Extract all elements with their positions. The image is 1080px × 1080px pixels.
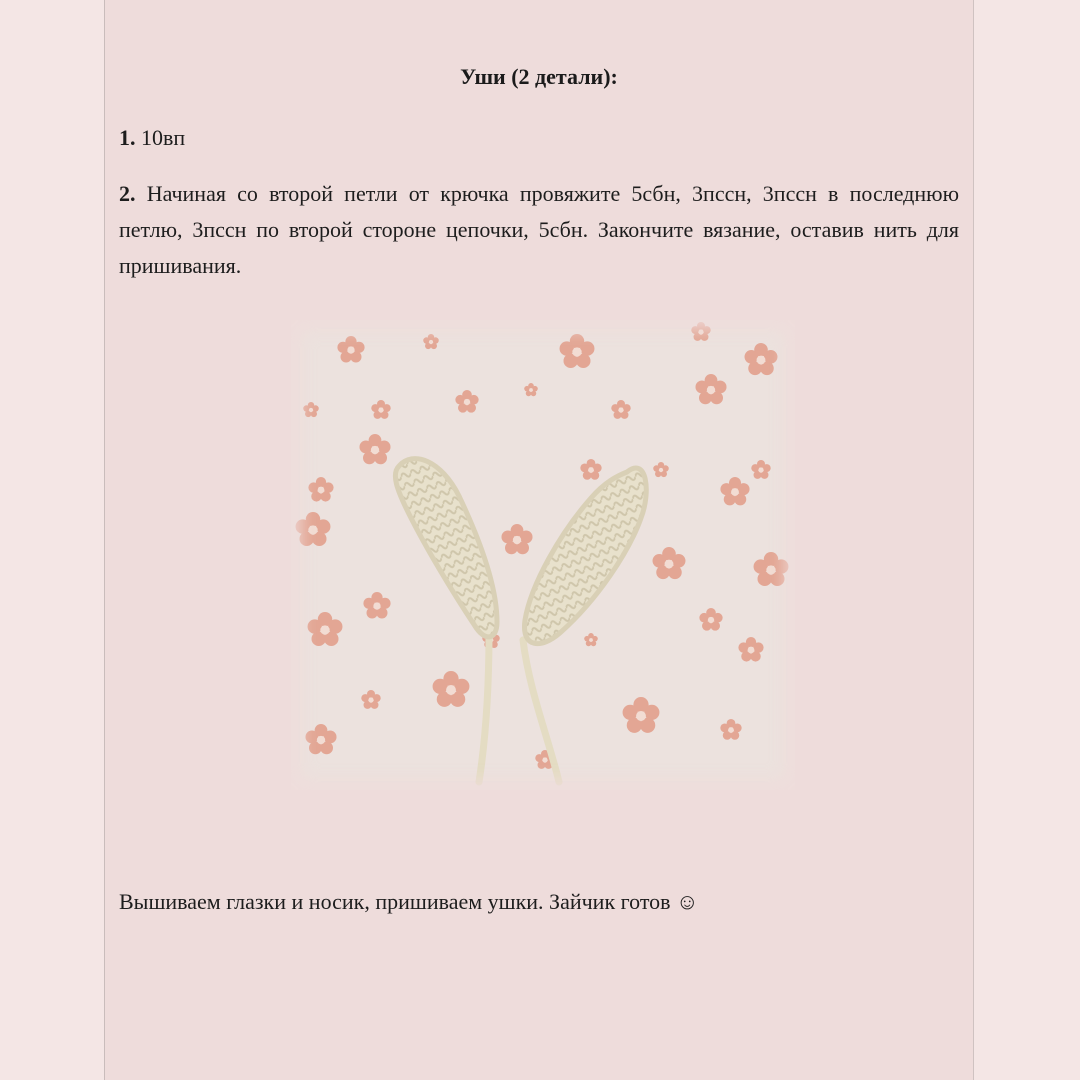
document-page (104, 0, 974, 1080)
step-1-text: 10вп (141, 125, 186, 150)
step-2 (119, 176, 959, 284)
step-1-number: 1. (119, 125, 136, 150)
crochet-ears-photo (291, 320, 795, 790)
step-2-number: 2. (119, 181, 136, 206)
step-2-text: Начиная со второй петли от крючка провяжите 5сбн, 3пссн, 3пссн в последнюю петлю, 3пссн по второй стороне цепочки, 5сбн. Закончите вязание, оставив нить для пришивания. (119, 181, 960, 278)
photo-illustration (291, 320, 795, 790)
section-heading: Уши (2 детали): (460, 64, 618, 89)
closing-text: Вышиваем глазки и носик, пришиваем ушки. Зайчик готов ☺ (119, 889, 699, 914)
step-1 (119, 120, 959, 156)
